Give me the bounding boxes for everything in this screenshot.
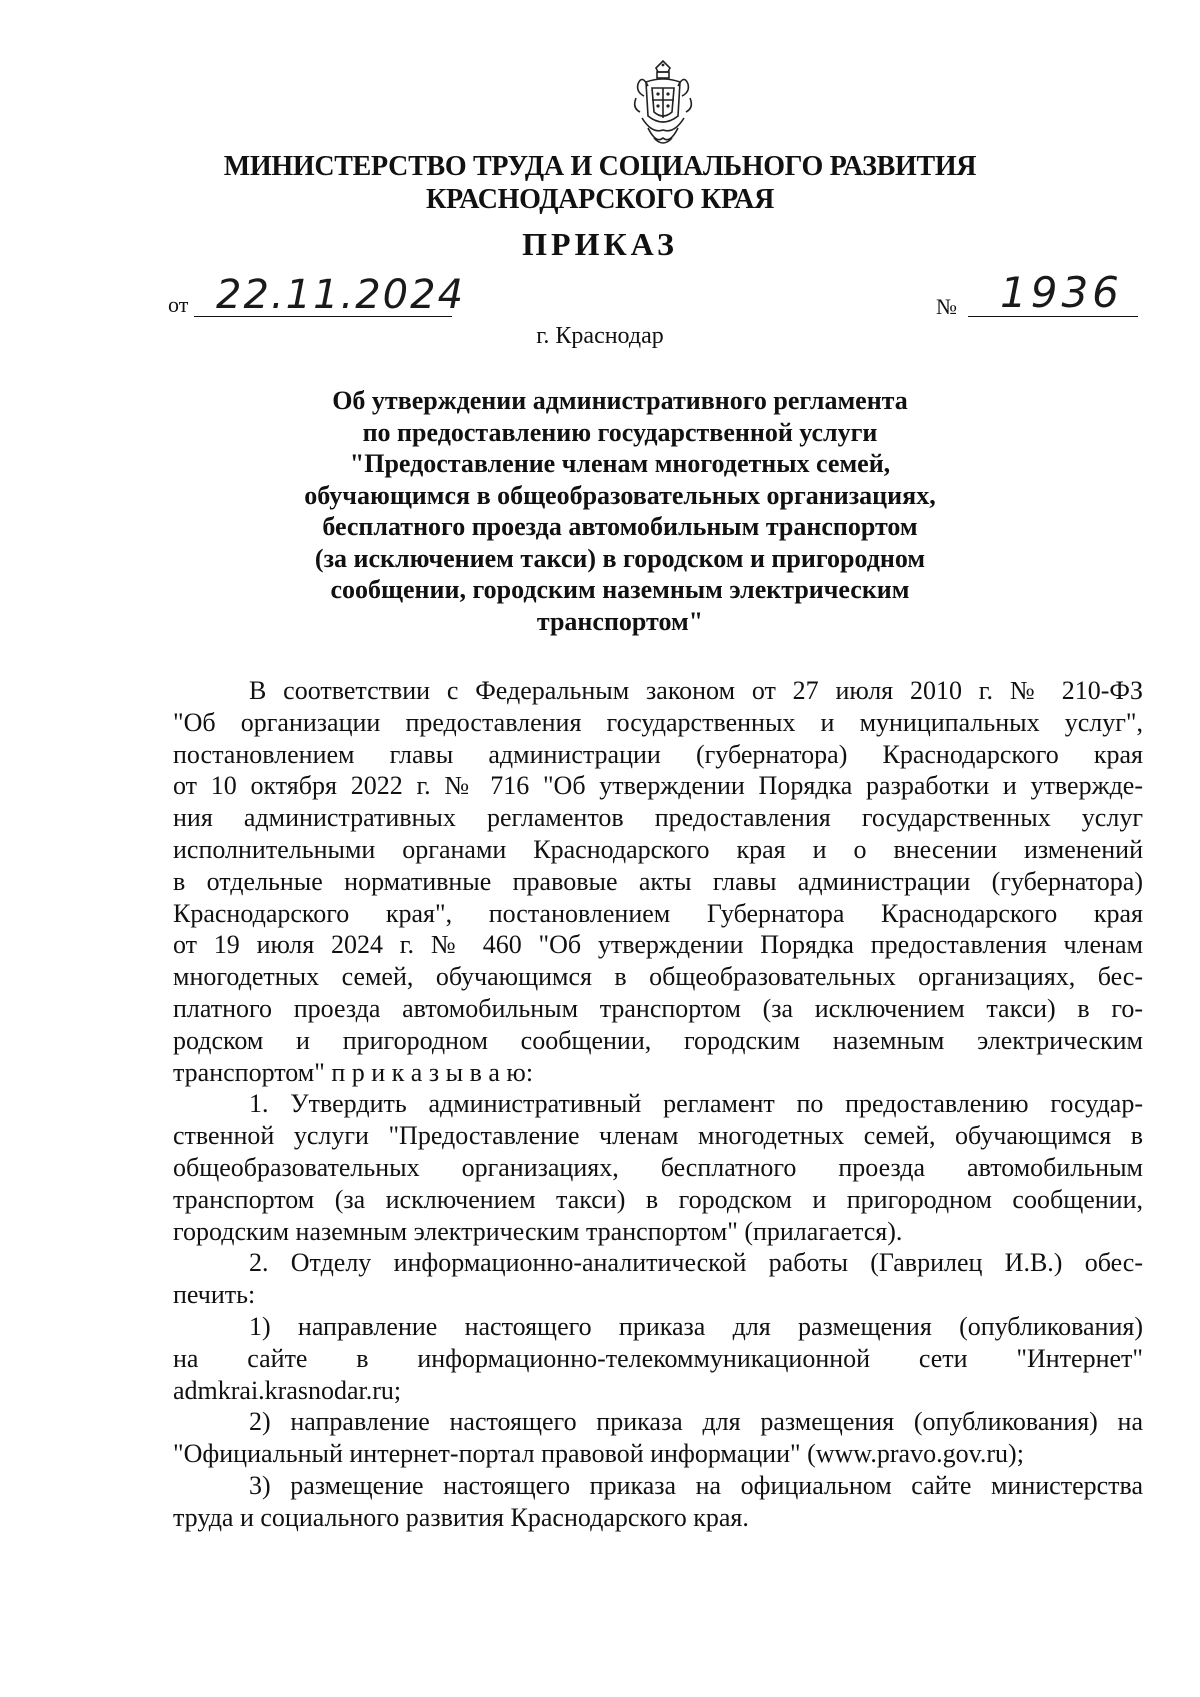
document-type-heading: ПРИКАЗ [522, 226, 678, 262]
handwritten-date: 22.11.2024 [216, 272, 466, 318]
body-text-line: 3) размещение настоящего приказа на официальном сайте министерства [249, 1470, 1143, 1500]
body-text-line: на сайте в информационно-телекоммуникационной сети "Интернет" [173, 1343, 1143, 1373]
body-text-line: 2. Отделу информационно-аналитической работы (Гаврилец И.В.) обес- [249, 1248, 1143, 1278]
title-line: сообщении, городским наземным электрическим [330, 575, 910, 604]
document-title [250, 385, 990, 637]
ministry-name-line: МИНИСТЕРСТВО ТРУДА И СОЦИАЛЬНОГО РАЗВИТИЯ [223, 151, 977, 182]
ministry-name-line: КРАСНОДАРСКОГО КРАЯ [425, 184, 775, 215]
body-text-line: платного проезда автомобильным транспортом (за исключением такси) в го- [173, 993, 1143, 1023]
body-text-line: транспортом (за исключением такси) в городском и пригородном сообщении, [173, 1184, 1143, 1214]
coat-of-arms-icon [628, 58, 698, 150]
body-text-line: ния административных регламентов предоставления государственных услуг [173, 803, 1143, 833]
body-text-line: родском и пригородном сообщении, городским наземным электрическим [173, 1025, 1143, 1055]
title-line: (за исключением такси) в городском и пригородном [314, 543, 926, 573]
handwritten-number: 1936 [1000, 268, 1123, 317]
body-text-line: исполнительными органами Краснодарского края и о внесении изменений [173, 834, 1143, 864]
title-line: "Предоставление членам многодетных семей, [349, 449, 891, 478]
body-text-line: admkrai.krasnodar.ru; [173, 1375, 402, 1405]
body-text-line: от 10 октября 2022 г. № 716 "Об утверждении Порядка разработки и утвержде- [173, 771, 1143, 801]
city-line: г. Краснодар [536, 323, 664, 349]
title-line: Об утверждении административного регламента [332, 386, 908, 415]
body-text-line: городским наземным электрическим транспортом" (прилагается). [173, 1216, 903, 1246]
title-line: бесплатного проезда автомобильным транспортом [322, 512, 918, 541]
body-text-line: общеобразовательных организациях, бесплатного проезда автомобильным [173, 1152, 1143, 1182]
body-text-line: от 19 июля 2024 г. № 460 "Об утверждении Порядка предоставления членам [173, 930, 1143, 960]
body-text-line: транспортом" п р и к а з ы в а ю: [173, 1057, 534, 1087]
body-text-line: "Официальный интернет-портал правовой информации" (www.pravo.gov.ru); [173, 1439, 1024, 1469]
body-text-line: постановлением главы администрации (губернатора) Краснодарского края [173, 739, 1143, 769]
body-text-line: 1) направление настоящего приказа для размещения (опубликования) [249, 1311, 1143, 1341]
body-text-line: 2) направление настоящего приказа для размещения (опубликования) на [249, 1407, 1143, 1437]
ministry-name [160, 150, 1040, 216]
body-text-line: 1. Утвердить административный регламент по предоставлению государ- [249, 1089, 1143, 1119]
title-line: транспортом" [536, 606, 704, 636]
body-text-line: ственной услуги "Предоставление членам многодетных семей, обучающимся в [173, 1121, 1143, 1151]
body-text-line: "Об организации предоставления государственных и муниципальных услуг", [173, 707, 1143, 737]
number-label: № [936, 294, 957, 319]
body-text-line: Краснодарского края", постановлением Губернатора Краснодарского края [173, 898, 1143, 928]
title-line: обучающимся в общеобразовательных организациях, [304, 480, 936, 510]
body-text-line: в отдельные нормативные правовые акты главы администрации (губернатора) [173, 866, 1143, 896]
body-text-line: труда и социального развития Краснодарского края. [173, 1502, 749, 1532]
title-line: по предоставлению государственной услуги [362, 417, 878, 447]
body-text-line: В соответствии с Федеральным законом от 27 июля 2010 г. № 210-ФЗ [249, 676, 1143, 705]
document-body [173, 675, 1143, 1534]
body-text-line: печить: [173, 1280, 256, 1310]
date-label: от [168, 292, 189, 317]
body-text-line: многодетных семей, обучающимся в общеобразовательных организациях, бес- [173, 962, 1143, 992]
